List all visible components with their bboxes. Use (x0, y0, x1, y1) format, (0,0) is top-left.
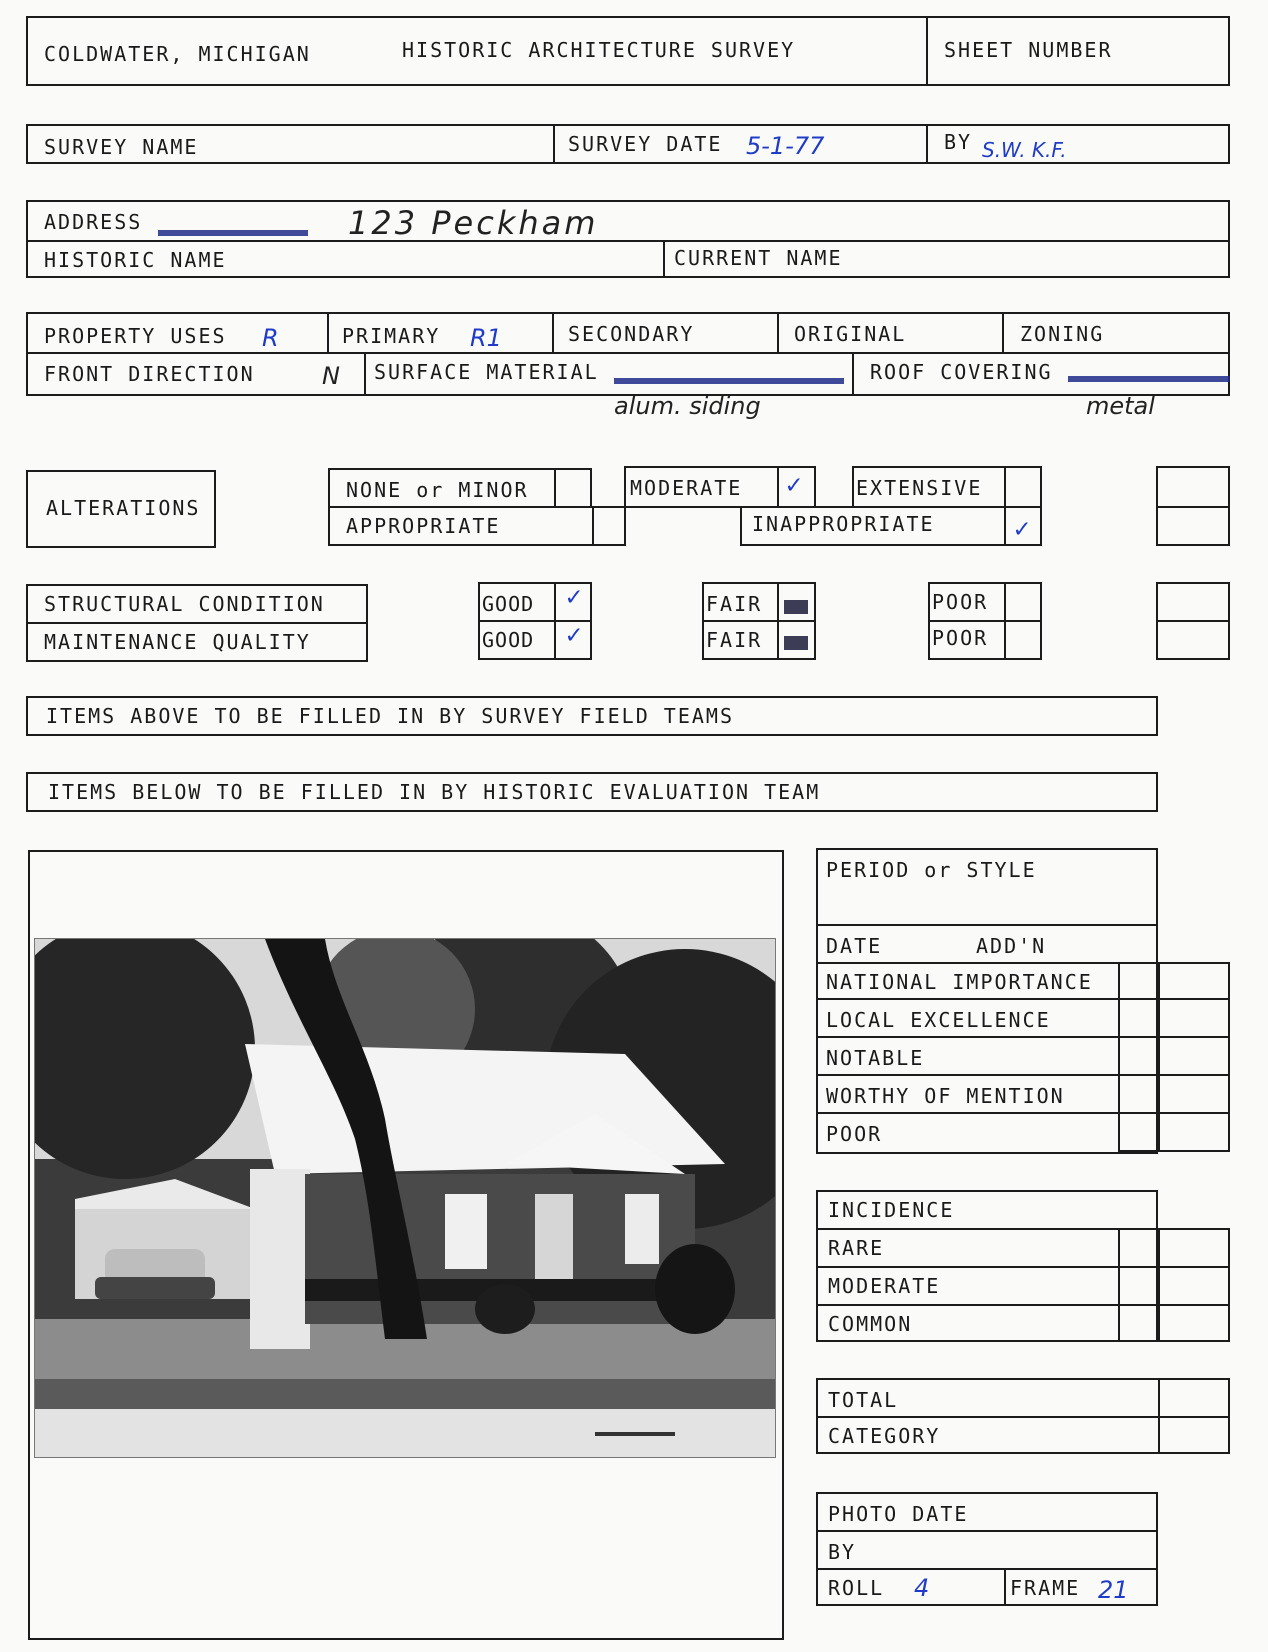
frame-label: FRAME (1010, 1576, 1081, 1600)
inappropriate-checkmark: ✓ (1014, 514, 1030, 544)
eval-poor-label: POOR (826, 1122, 883, 1146)
property-uses-label: PROPERTY USES (44, 324, 227, 348)
maintenance-poor-label: POOR (932, 626, 989, 650)
incidence-label: INCIDENCE (828, 1198, 955, 1222)
structural-fair-scribble (784, 600, 808, 614)
secondary-label: SECONDARY (568, 322, 695, 346)
current-name-label: CURRENT NAME (674, 246, 843, 270)
roll-value: 4 (914, 1574, 930, 1602)
surface-strikethrough (614, 378, 844, 384)
primary-label: PRIMARY (342, 324, 441, 348)
house-photo (34, 938, 776, 1458)
maintenance-good-checkmark: ✓ (566, 620, 582, 650)
roof-covering-label: ROOF COVERING (870, 360, 1053, 384)
original-label: ORIGINAL (794, 322, 907, 346)
incidence-moderate-label: MODERATE (828, 1274, 941, 1298)
property-uses-value: R (262, 324, 279, 352)
period-style-label: PERIOD or STYLE (826, 858, 1037, 882)
evaluation-score-column (1118, 962, 1230, 1152)
survey-by-value: S.W. K.F. (982, 138, 1067, 162)
moderate-checkmark: ✓ (786, 470, 802, 500)
structural-condition-label: STRUCTURAL CONDITION (44, 592, 325, 616)
address-label: ADDRESS (44, 210, 143, 234)
maintenance-good-label: GOOD (482, 628, 535, 652)
surface-material-label: SURFACE MATERIAL (374, 360, 599, 384)
address-strikethrough (158, 230, 308, 236)
zoning-label: ZONING (1020, 322, 1105, 346)
surface-material-value: alum. siding (614, 392, 761, 420)
notes-below-text: ITEMS BELOW TO BE FILLED IN BY HISTORIC EVALUATION TEAM (48, 780, 821, 804)
photo-by-label: BY (828, 1540, 857, 1564)
structural-good-checkmark: ✓ (566, 582, 582, 612)
survey-name-label: SURVEY NAME (44, 135, 199, 159)
structural-fair-label: FAIR (706, 592, 763, 616)
alterations-label: ALTERATIONS (46, 496, 201, 520)
none-minor-label: NONE or MINOR (346, 478, 529, 502)
form-title: HISTORIC ARCHITECTURE SURVEY (402, 38, 796, 62)
notable-label: NOTABLE (826, 1046, 925, 1070)
survey-date-value: 5-1-77 (746, 132, 825, 160)
front-direction-label: FRONT DIRECTION (44, 362, 255, 386)
category-label: CATEGORY (828, 1424, 941, 1448)
eval-addn-label: ADD'N (976, 934, 1047, 958)
structural-poor-label: POOR (932, 590, 989, 614)
inappropriate-label: INAPPROPRIATE (752, 512, 935, 536)
front-direction-value: N (322, 362, 340, 390)
sheet-number-label: SHEET NUMBER (944, 38, 1113, 62)
photo-date-label: PHOTO DATE (828, 1502, 969, 1526)
rare-label: RARE (828, 1236, 885, 1260)
survey-date-label: SURVEY DATE (568, 132, 723, 156)
frame-value: 21 (1098, 1576, 1129, 1604)
maintenance-fair-label: FAIR (706, 628, 763, 652)
total-label: TOTAL (828, 1388, 899, 1412)
roof-covering-value: metal (1086, 392, 1155, 420)
historic-name-label: HISTORIC NAME (44, 248, 227, 272)
extensive-label: EXTENSIVE (856, 476, 983, 500)
national-importance-label: NATIONAL IMPORTANCE (826, 970, 1093, 994)
maintenance-quality-label: MAINTENANCE QUALITY (44, 630, 311, 654)
maintenance-fair-scribble (784, 636, 808, 650)
worthy-of-mention-label: WORTHY OF MENTION (826, 1084, 1065, 1108)
structural-good-label: GOOD (482, 592, 535, 616)
city-label: COLDWATER, MICHIGAN (44, 42, 311, 66)
common-label: COMMON (828, 1312, 913, 1336)
roof-strikethrough (1068, 376, 1230, 382)
evaluation-box (816, 848, 1158, 1154)
survey-by-label: BY (944, 130, 973, 154)
appropriate-label: APPROPRIATE (346, 514, 501, 538)
primary-value: R1 (470, 324, 502, 352)
address-value: 123 Peckham (348, 204, 599, 242)
moderate-label: MODERATE (630, 476, 743, 500)
eval-date-label: DATE (826, 934, 883, 958)
notes-above-text: ITEMS ABOVE TO BE FILLED IN BY SURVEY FIELD TEAMS (46, 704, 735, 728)
roll-label: ROLL (828, 1576, 885, 1600)
incidence-score-column (1118, 1228, 1230, 1342)
local-excellence-label: LOCAL EXCELLENCE (826, 1008, 1051, 1032)
